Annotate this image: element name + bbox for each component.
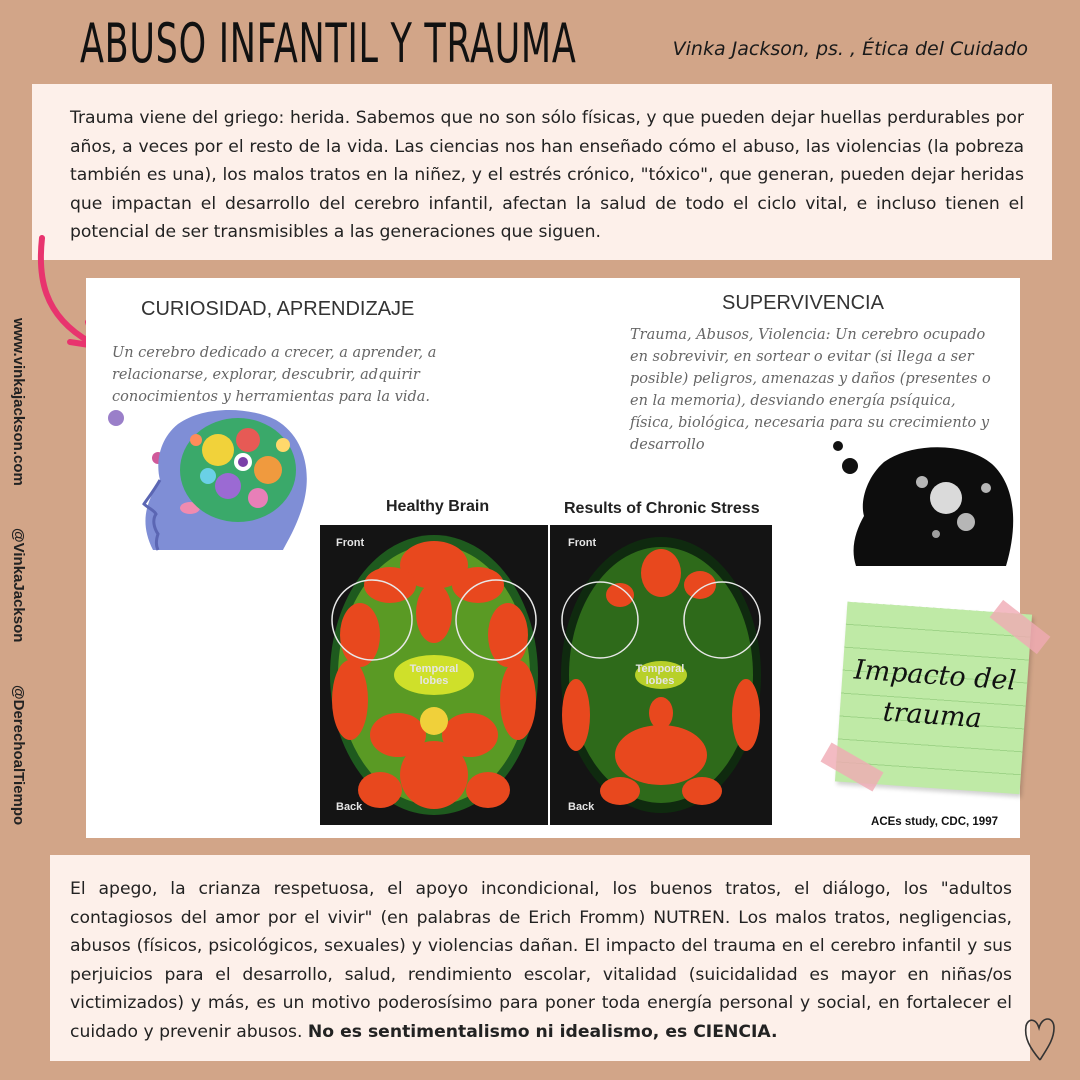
right-caption: Trauma, Abusos, Violencia: Un cerebro ocupado en sobrevivir, en sortear o evitar (si llega a ser posible) peligros, amenazas y daños (presentes o en la memoria), desviando energía psíquica, física, biológica, necesaria para su crecimiento y desarrollo — [630, 327, 991, 453]
social-handles — [10, 318, 27, 863]
author-byline: Vinka Jackson, ps. , Ética del Cuidado — [672, 38, 1028, 60]
website-handle: www.vinkajackson.com — [10, 318, 27, 486]
secondary-handle: @DerechoalTiempo — [10, 684, 27, 825]
closing-text: El apego, la crianza respetuosa, el apoyo incondicional, los buenos tratos, el diálogo, los "adultos contagiosos del amor por el vivir" (en palabras de Erich Fromm) NUTREN. Los malos tratos, negligencias, abusos (físicos, psicológicos, sexuales) y violencias dañan. El impacto del trauma en el cerebro infantil y sus perjuicios para el desarrollo, salud, rendimiento escolar, vitalidad (suicidalidad es mayor en niñas/os victimizados) y más, es un motivo poderosísimo para poner toda energía personal y social, en fortalecer el cuidado y prevenir abusos. — [70, 879, 1012, 1042]
closing-paragraph — [70, 875, 1012, 1046]
intro-panel — [32, 84, 1052, 260]
sticky-note-line2: trauma — [881, 696, 983, 735]
scan-front-label: Front — [336, 537, 365, 549]
scan-back-label-2: Back — [568, 801, 595, 813]
scan-temporal-label-2: Temporal lobes — [635, 663, 685, 687]
right-heading: SUPERVIVENCIA — [722, 292, 884, 314]
closing-emphasis: No es sentimentalismo ni idealismo, es CIENCIA. — [307, 1021, 778, 1042]
intro-text: Trauma viene del griego: herida. Sabemos que no son sólo físicas, y que pueden dejar huellas perdurables por años, a veces por el resto de la vida. Las ciencias nos han enseñado cómo el abuso, las violencias (la pobreza también es una), los malos tratos en la niñez, y el estrés crónico, "tóxico", que generan, pueden dejar heridas que impactan el desarrollo del cerebro infantil, afectan la salud de todo el ciclo vital, e incluso tienen el potencial de ser transmisibles a las generaciones que siguen. — [70, 108, 1024, 242]
scan-front-label-2: Front — [568, 537, 597, 549]
healthy-brain-title: Healthy Brain — [386, 498, 490, 515]
heart-icon — [1022, 1012, 1058, 1064]
sticky-note-line1: Impacto del — [852, 654, 1018, 697]
source-citation: ACEs study, CDC, 1997 — [871, 816, 998, 828]
stress-brain-scan — [550, 525, 772, 825]
silhouette-illustration — [826, 438, 1016, 568]
sticky-note-text — [839, 650, 1029, 743]
twitter-handle: @VinkaJackson — [10, 528, 27, 643]
child-brain-illustration — [98, 400, 323, 555]
left-caption: Un cerebro dedicado a crecer, a aprender, a relacionarse, explorar, descubrir, adquirir conocimientos y herramientas para la vida. — [112, 345, 437, 405]
scan-temporal-label: Temporal lobes — [409, 663, 459, 687]
page-title: ABUSO INFANTIL Y TRAUMA — [80, 12, 577, 75]
scan-back-label: Back — [336, 801, 363, 813]
closing-panel — [50, 855, 1030, 1061]
healthy-brain-scan — [320, 525, 548, 825]
left-heading: CURIOSIDAD, APRENDIZAJE — [141, 298, 415, 320]
stress-brain-title: Results of Chronic Stress — [564, 500, 760, 517]
